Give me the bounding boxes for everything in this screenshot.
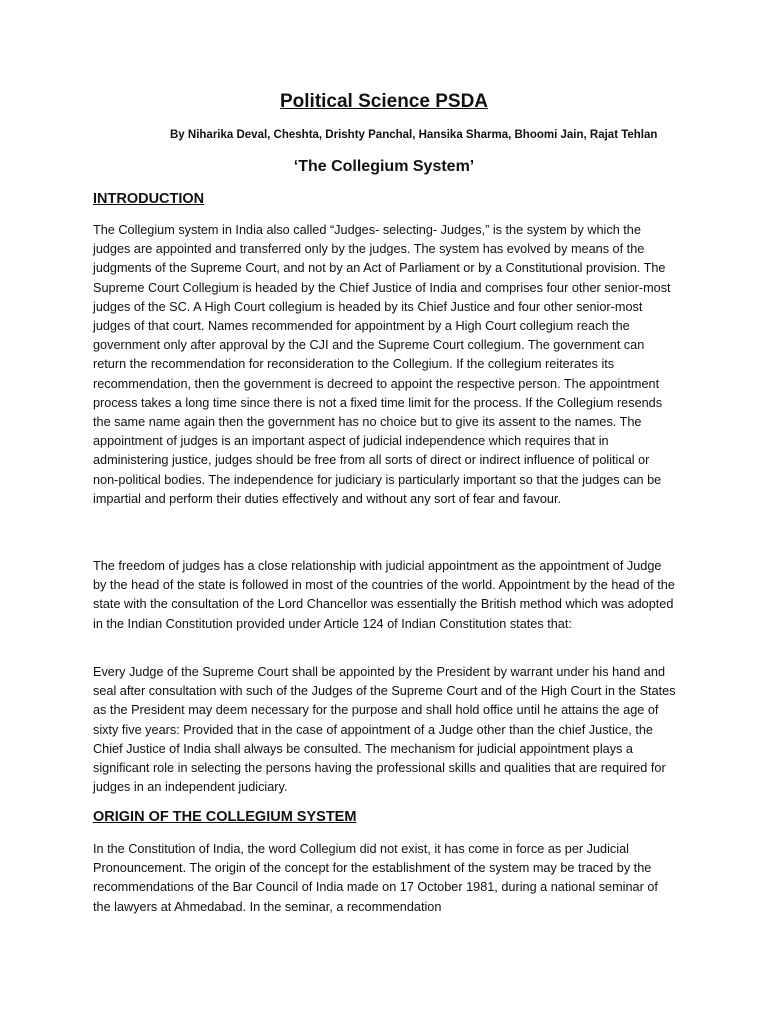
paragraph-origin-1: In the Constitution of India, the word Collegium did not exist, it has come in force as per Judicial Pronouncement. The origin of the concept for the establishment of the system may be traced by the recommendations of the Bar Council of India made on 17 October 1981, during a national seminar of the lawyers at Ahmedabad. In the seminar, a recommendation — [93, 842, 658, 914]
paragraph-introduction-1: The Collegium system in India also called “Judges- selecting- Judges,” is the system by which the judges are appointed and transferred only by the judges. The system has evolved by means of the judgments of the Supreme Court, and not by an Act of Parliament or by a Constitutional provision. The Supreme Court Collegium is headed by the Chief Justice of India and comprises four other senior-most judges of the SC. A High Court collegium is headed by its Chief Justice and four other senior-most judges of that court. Names recommended for appointment by a High Court collegium reach the government only after approval by the CJI and the Supreme Court collegium. The government can return the recommendation for reconsideration to the Collegium. If the collegium reiterates its recommendation, then the government is decreed to appoint the respective person. The appointment process takes a long time since there is not a fixed time limit for the process. If the Collegium resends the same name again then the government has no choice but to give its assent to the names. The appointment of judges is an important aspect of judicial independence which requires that in administering justice, judges should be free from all sorts of direct or indirect influence of political or non-political bodies. The independence for judiciary is particularly important so that the judges can be impartial and perform their duties effectively and without any sort of fear and favour. — [93, 223, 671, 506]
document-subtitle: ‘The Collegium System’ — [293, 158, 475, 175]
paragraph-article-124: Every Judge of the Supreme Court shall be appointed by the President by warrant under his hand and seal after consultation with such of the Judges of the Supreme Court and of the High Court in the States as the President may deem necessary for the purpose and shall hold office until he attains the age of sixty five years: Provided that in the case of appointment of a Judge other than the chief Justice, the Chief Justice of India shall always be consulted. The mechanism for judicial appointment plays a significant role in selecting the persons having the professional skills and qualities that are required for judges in an independent judiciary. — [93, 665, 676, 795]
section-heading-introduction: INTRODUCTION — [93, 191, 205, 207]
section-heading-origin: ORIGIN OF THE COLLEGIUM SYSTEM — [93, 809, 357, 825]
author-line: By Niharika Deval, Cheshta, Drishty Panchal, Hansika Sharma, Bhoomi Jain, Rajat Tehlan — [170, 129, 658, 141]
paragraph-introduction-2: The freedom of judges has a close relationship with judicial appointment as the appointment of Judge by the head of the state is followed in most of the countries of the world. Appointment by the head of the state with the consultation of the Lord Chancellor was essentially the British method which was adopted in the Indian Constitution provided under Article 124 of Indian Constitution states that: — [93, 559, 675, 631]
document-title: Political Science PSDA — [279, 91, 489, 112]
